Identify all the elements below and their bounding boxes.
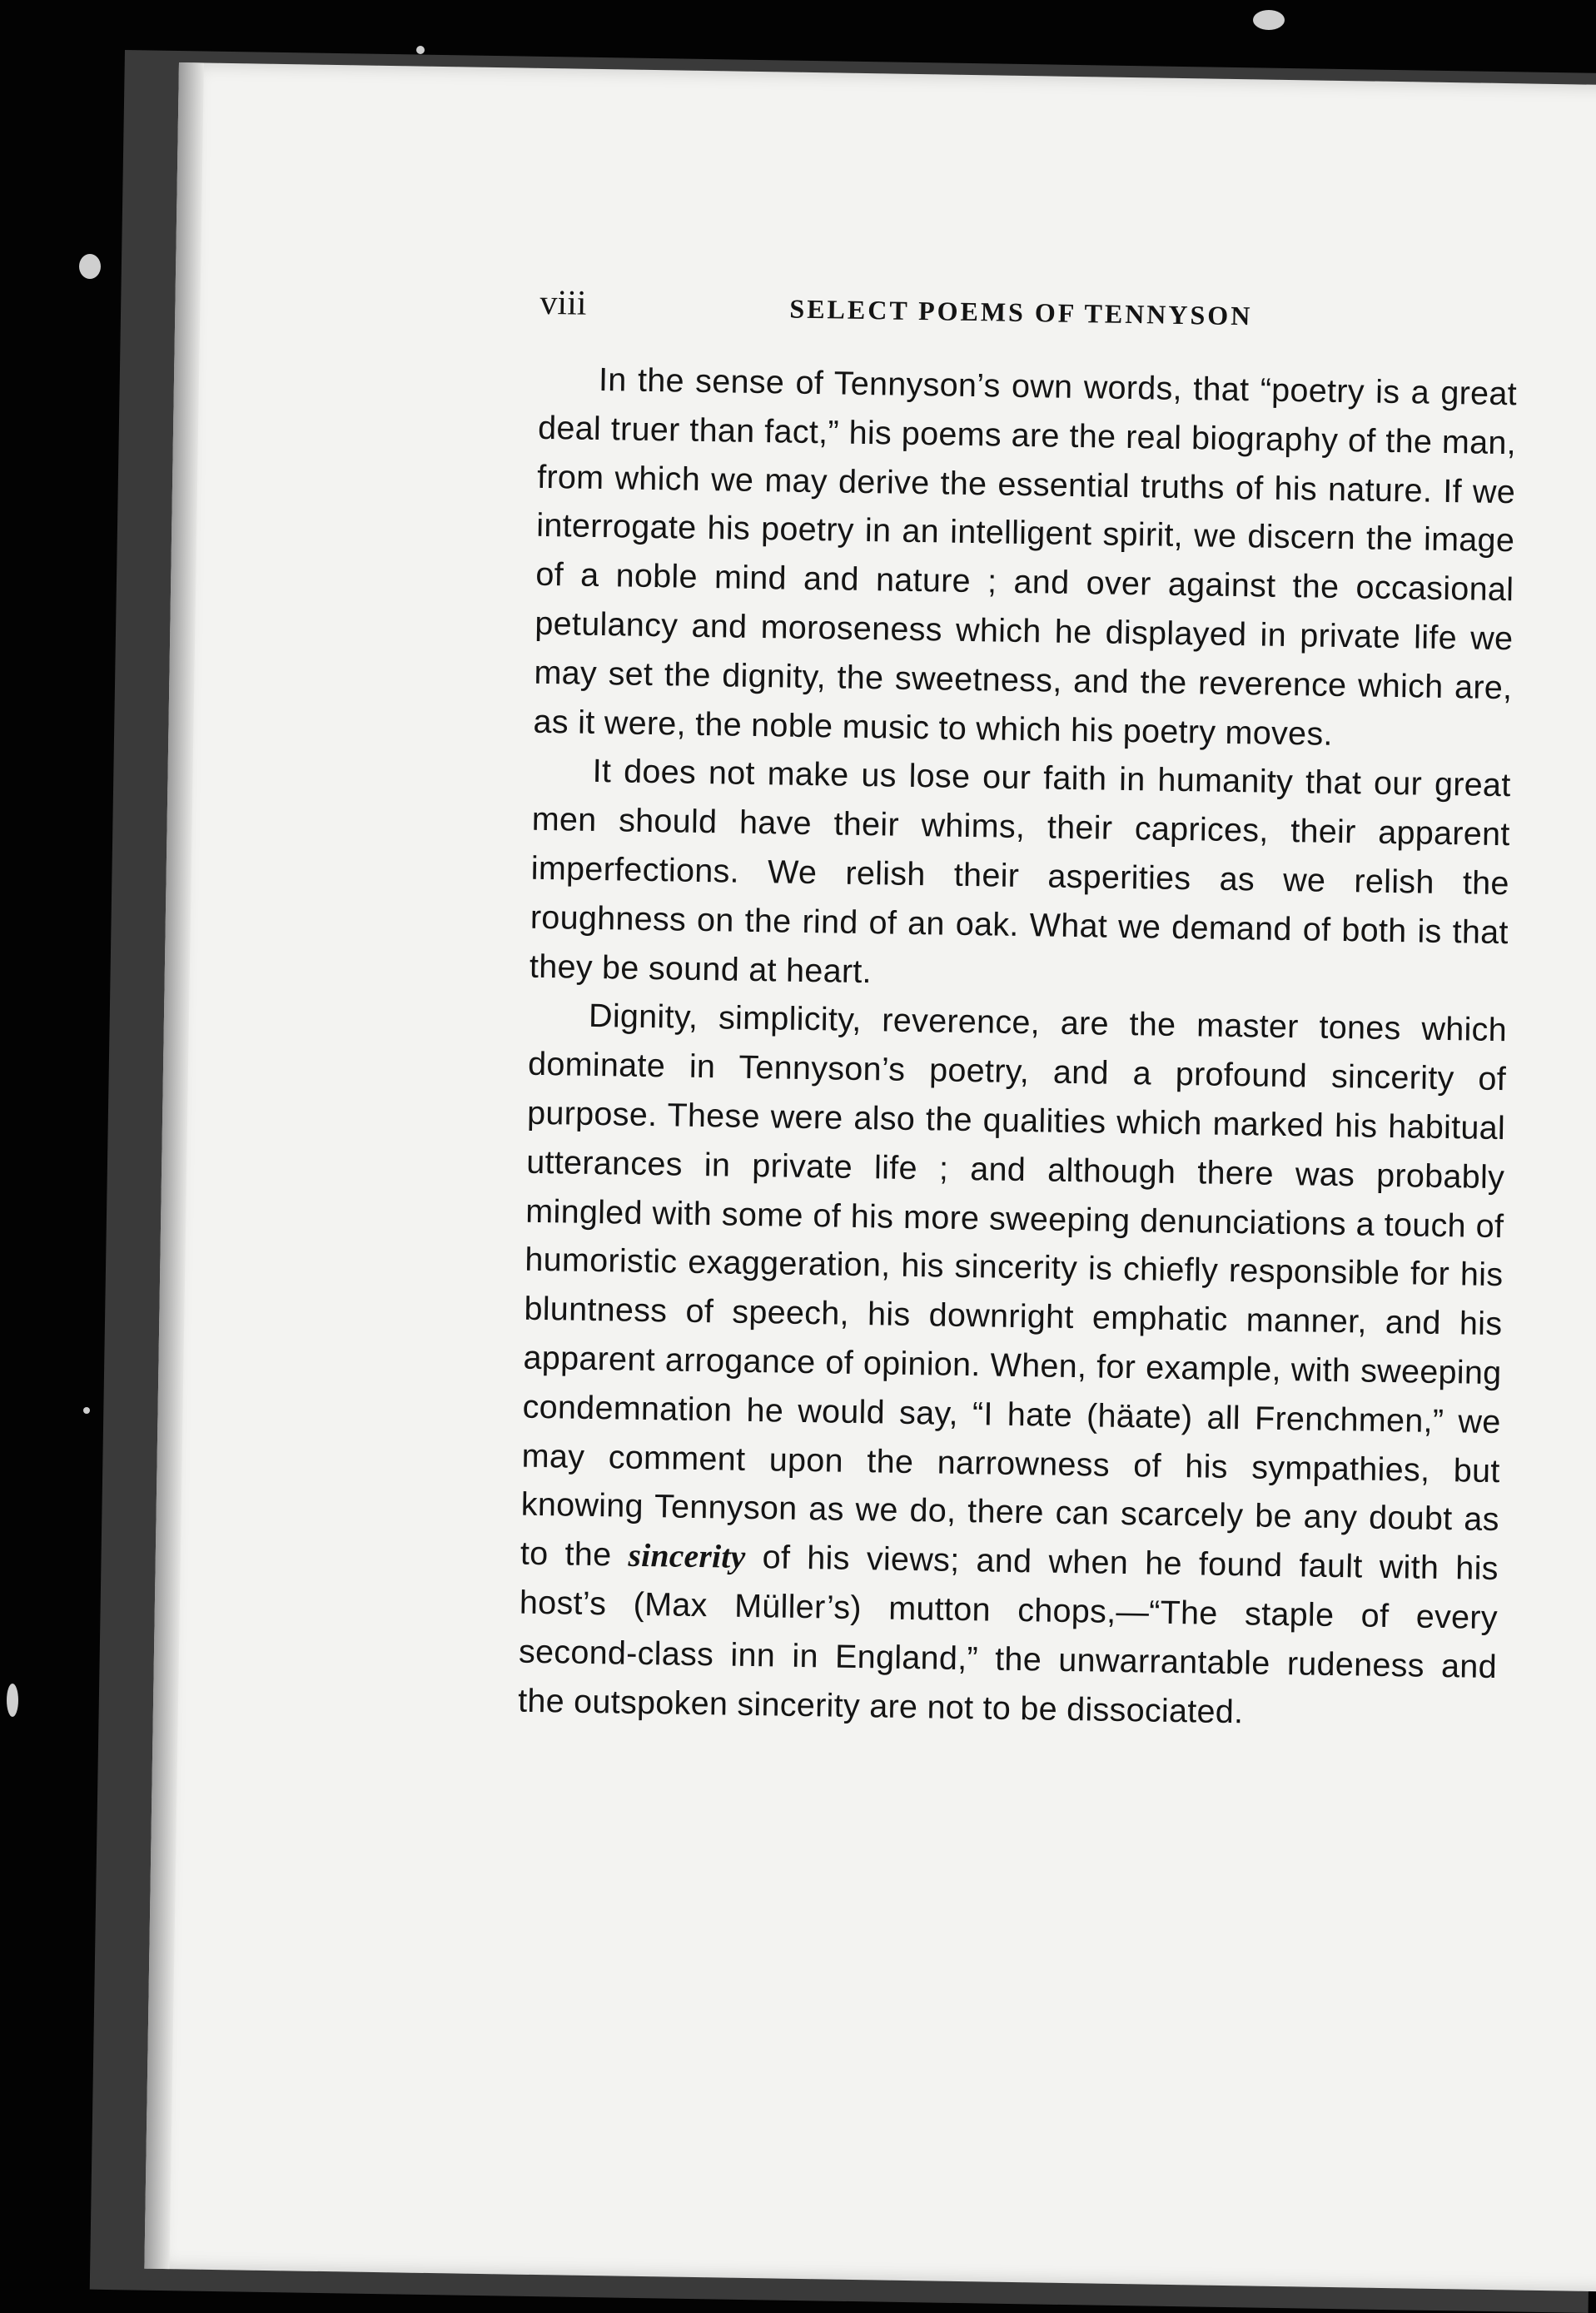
emphasized-word: sincerity [628,1536,746,1576]
running-head-title: SELECT POEMS OF TENNYSON [789,293,1253,331]
body-text [518,355,1518,1741]
book-page [144,62,1596,2291]
running-head [539,283,1519,348]
paragraph-3-part-1: Dignity, simplicity, reverence, are the master tones which dominate in Tennyson’s poetry, and a profound sincerity of purpose. These were also the qualities which marked his habitual utterances in private life ; and although there was probably mingled with some of his more sweeping denunciations a touch of humoristic exaggeration, his sincerity is chiefly responsible for his bluntness of speech, his downright emphatic manner, and his apparent arrogance of opinion. When, for example, with sweeping condemnation he would say, “I hate (häate) all Frenchmen,” we may comment upon the narrowness of his sympathies, but knowing Tennyson as we do, there can scarcely be any doubt as to the [520,997,1508,1574]
dust-speck [79,254,101,279]
paragraph-1: In the sense of Tennyson’s own words, that “poetry is a great deal truer than fact,” his poems are the real biography of the man, from which we may derive the essential truths of his nature. If we interrogate his poetry in an intelligent spirit, we discern the image of a noble mind and nature ; and over against the occasional petulancy and moroseness which he displayed in private life we may set the dignity, the sweetness, and the reverence which are, as it were, the noble music to which his poetry moves. [533,361,1518,753]
paragraph-3-part-2: of his views; and when he found fault with his host’s (Max Müller’s) mutton chops,—“The staple of every second-class inn in England,” the unwarrantable rudeness and the outspoken sincerity are not to be dissociated. [517,1539,1499,1730]
page-number: viii [539,283,587,323]
dust-speck [7,1684,18,1717]
page-content [518,283,1519,1741]
dust-speck [416,46,425,54]
paragraph-2: It does not make us lose our faith in humanity that our great men should have their whims, their caprices, their apparent imperfections. We relish their asperities as we relish the roughness on the rind of an oak. What we demand of both is that they be sound at heart. [529,753,1511,990]
dust-speck [83,1407,90,1414]
dust-speck [1253,10,1285,30]
paragraph-3 [518,991,1508,1740]
